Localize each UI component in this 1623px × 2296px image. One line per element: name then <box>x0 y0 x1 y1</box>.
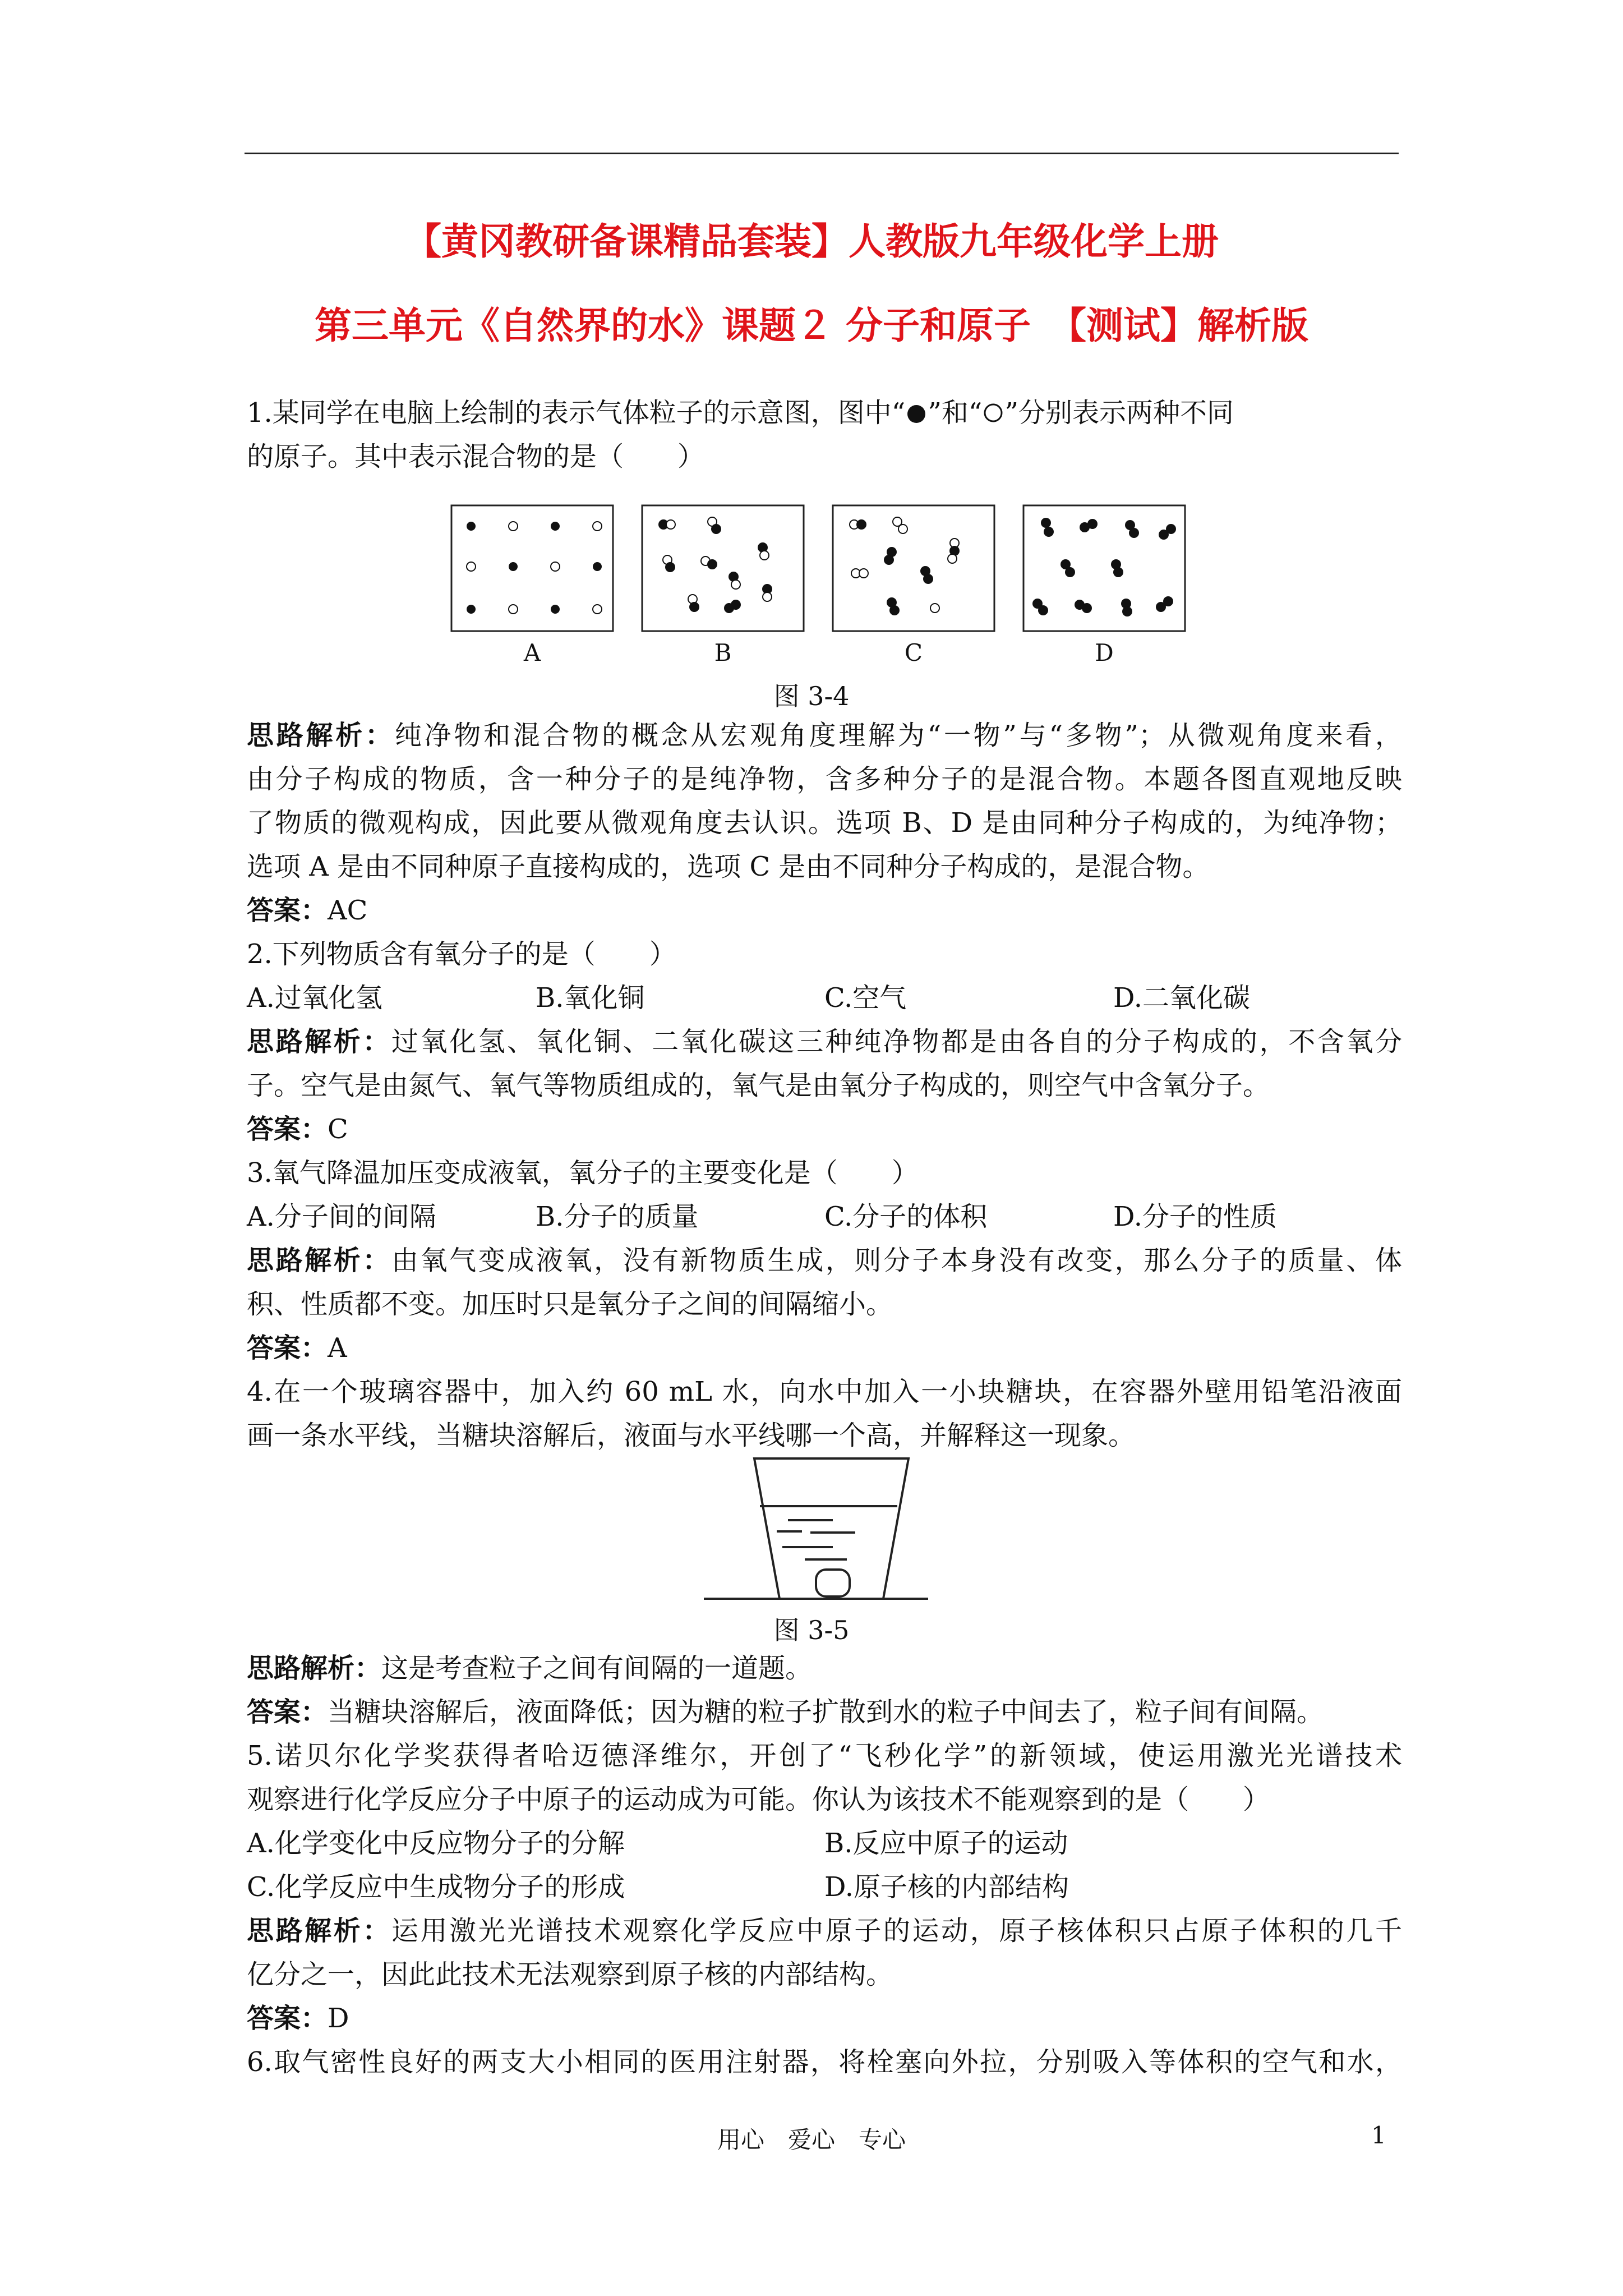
panel-d-particles <box>1032 518 1176 616</box>
question-4-answer: 答案：当糖块溶解后，液面降低；因为糖的粒子扩散到水的粒子中间去了，粒子间有间隔。 <box>247 1696 1324 1728</box>
figure-3-5-caption: 图 3-5 <box>773 1615 850 1645</box>
panel-c-particles <box>850 517 959 615</box>
question-5-stem-line2: 观察进行化学反应分子中原子的运动成为可能。你认为该技术不能观察到的是（ ） <box>247 1784 1270 1815</box>
question-5-stem-line1: 5.诺贝尔化学奖获得者哈迈德泽维尔，开创了“飞秒化学”的新领域，使运用激光光谱技术 <box>247 1740 1402 1772</box>
questions-4-6: 思路解析：这是考查粒子之间有间隔的一道题。 答案：当糖块溶解后，液面降低；因为糖的粒子扩散到水的粒子中间去了，粒子间有间隔。 5.诺贝尔化学奖获得者哈迈德泽维尔，开创了“飞秒化学”的新领域，使运用激光光谱技术 观察进行化学反应分子中原子的运动成为可能。你认为该技术不能观察到的是（ ） A.化学变化中反应物分子的分解 B.反应中原子的运动 C.化学反应中生成物分子的形成 D.原子核的内部结构 思路解析：运用激光光谱技术观察化学反应中原子的运动，原子核体积只占原子体积的几千 亿分之一，因此此技术无法观察到原子核的内部结构。 答案：D 6.取气密性良好的两支大小相同的医用注射器，将栓塞向外拉，分别吸入等体积的空气和水， <box>247 1646 1402 2084</box>
question-2-answer: 答案：C <box>247 1114 348 1145</box>
question-1-answer: 答案：AC <box>247 895 368 926</box>
hollow-circle-icon <box>982 402 1004 424</box>
question-3-stem: 3.氧气降温加压变成液氧，氧分子的主要变化是（ ） <box>247 1157 919 1189</box>
figure-label-d: D <box>1095 639 1114 666</box>
question-3-options: A.分子间的间隔 B.分子的质量 C.分子的体积 D.分子的性质 <box>247 1201 1278 1232</box>
question-1 <box>247 391 1402 478</box>
analysis-label: 思路解析： <box>247 720 395 751</box>
question-2-options: A.过氧化氢 B.氧化铜 C.空气 D.二氧化碳 <box>247 982 1251 1014</box>
panel-a-particles <box>467 522 602 614</box>
figure-label-b: B <box>714 639 732 666</box>
figure-label-a: A <box>523 639 541 666</box>
question-6-stem: 6.取气密性良好的两支大小相同的医用注射器，将栓塞向外拉，分别吸入等体积的空气和水， <box>247 2046 1402 2078</box>
page-number: 1 <box>1371 2122 1386 2149</box>
filled-circle-icon <box>905 402 928 424</box>
question-1-stem-line2: 的原子。其中表示混合物的是（ ） <box>247 441 705 472</box>
question-2-stem: 2.下列物质含有氧分子的是（ ） <box>247 938 676 970</box>
question-3-answer: 答案：A <box>247 1332 347 1364</box>
figure-label-c: C <box>904 639 923 666</box>
document-subtitle: 第三单元《自然界的水》课题２ 分子和原子 【测试】解析版 <box>315 303 1308 347</box>
question-5-answer: 答案：D <box>247 2003 349 2034</box>
question-1-analysis: 思路解析：纯净物和混合物的概念从宏观角度理解为“一物”与“多物”；从微观角度来看， 由分子构成的物质，含一种分子的是纯净物，含多种分子的是混合物。本题各图直观地反映 了物质的微观构成，因此要从微观角度去认识。选项 B、D 是由同种分子构成的，为纯净物； 选项 A 是由不同种原子直接构成的，选项 C 是由不同种分子构成的，是混合物。 答案：AC 2.下列物质含有氧分子的是（ ） A.过氧化氢 B.氧化铜 C.空气 D.二氧化碳 思路解析：过氧化氢、氧化铜、二氧化碳这三种纯净物都是由各自的分子构成的，不含氧分 子。空气是由氮气、氧气等物质组成的，氧气是由氧分子构成的，则空气中含氧分子。 答案：C 3.氧气降温加压变成液氧，氧分子的主要变化是（ ） A.分子间的间隔 B.分子的质量 C.分子的体积 D.分子的性质 思路解析：由氧气变成液氧，没有新物质生成，则分子本身没有改变，那么分子的质量、体 积、性质都不变。加压时只是氧分子之间的间隔缩小。 答案：A 4.在一个玻璃容器中，加入约 60 mL 水，向水中加入一小块糖块，在容器外壁用铅笔沿液面 画一条水平线，当糖块溶解后，液面与水平线哪一个高，并解释这一现象。 <box>247 714 1402 1457</box>
question-4-stem-line1: 4.在一个玻璃容器中，加入约 60 mL 水，向水中加入一小块糖块，在容器外壁用铅笔沿液面 <box>247 1376 1402 1407</box>
document-title: 【黄冈教研备课精品套装】人教版九年级化学上册 <box>404 219 1219 263</box>
panel-b-particles <box>659 517 772 613</box>
question-1-stem-line1: 1.某同学在电脑上绘制的表示气体粒子的示意图，图中“ ”和“ ”分别表示两种不同 <box>247 397 1234 429</box>
question-4-stem-line2: 画一条水平线，当糖块溶解后，液面与水平线哪一个高，并解释这一现象。 <box>247 1420 1136 1451</box>
page-footer: 用心 爱心 专心 <box>717 2126 906 2154</box>
figure-3-5 <box>704 1447 939 1607</box>
question-5-options-row2: C.化学反应中生成物分子的形成 D.原子核的内部结构 <box>247 1871 1069 1903</box>
header-rule <box>245 153 1399 154</box>
question-5-options-row1: A.化学变化中反应物分子的分解 B.反应中原子的运动 <box>247 1828 1068 1859</box>
question-4-analysis: 思路解析：这是考查粒子之间有间隔的一道题。 <box>247 1653 813 1684</box>
figure-3-4-caption: 图 3-4 <box>773 681 850 711</box>
